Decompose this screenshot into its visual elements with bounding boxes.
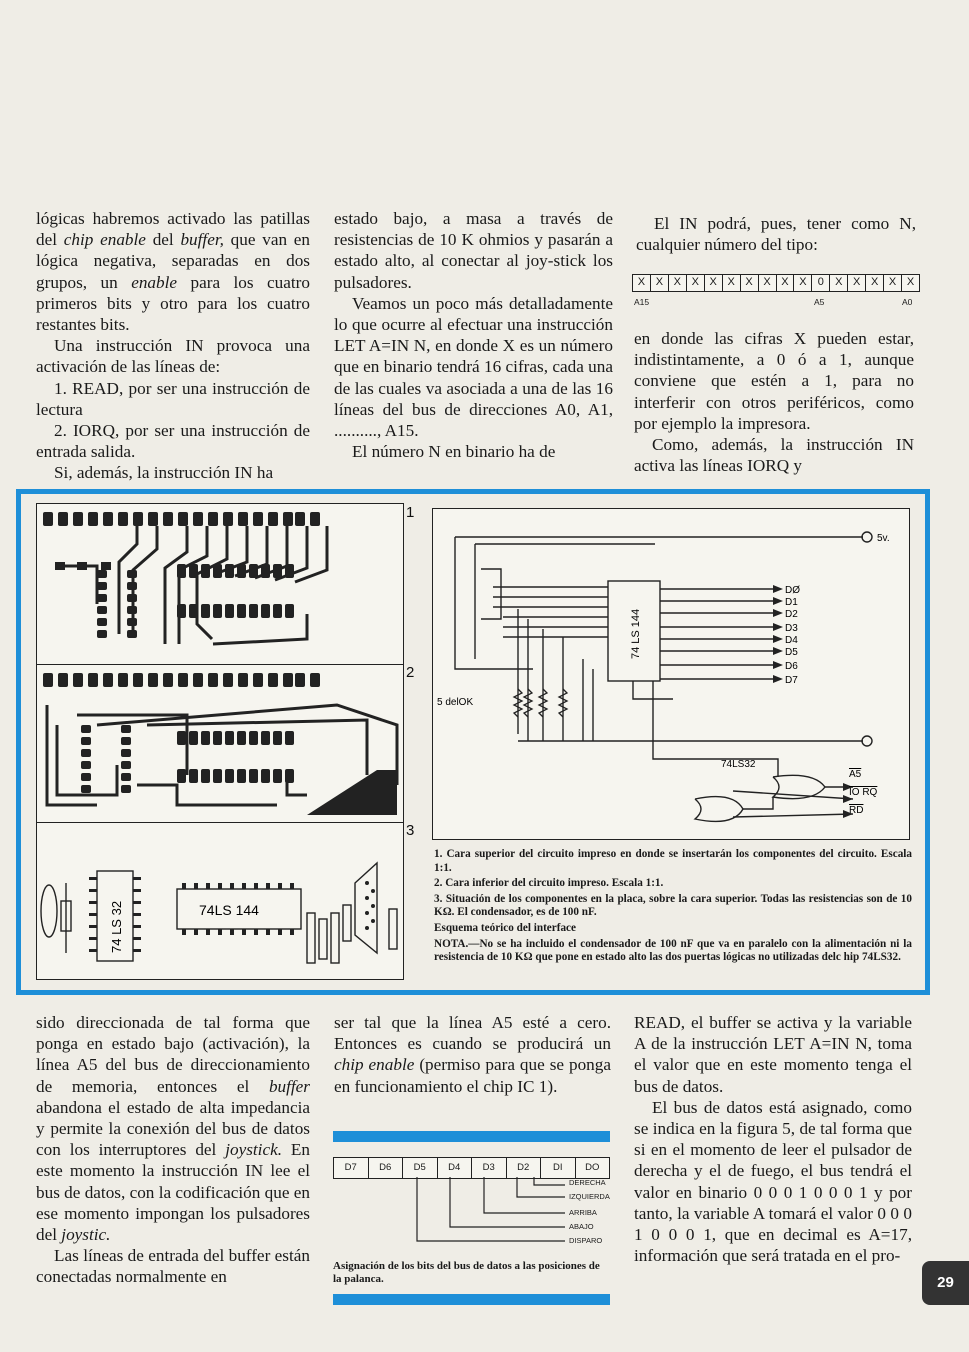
paragraph: estado bajo, a masa a través de resistencias de 10 K ohmios y pasarán a estado alto, al conectar al joy-stick los pulsadores. xyxy=(334,209,613,292)
address-bit-cell: X xyxy=(741,275,759,291)
caption-4: Esquema teórico del interface xyxy=(434,921,576,934)
paragraph: El bus de datos está asignado, como se indica en la figura 5, de tal forma que si en el momento de leer el pulsador de derecha y el de fuego, el bus tendrá el valor en binario 0 0 0 1 0 0 0 1 y por tanto, la variable A tomará el valor 0 0 0 1 0 0 0 1, que en decimal es A=17, información que será tratada en el pro- xyxy=(634,1097,912,1266)
data-bit-cell: D7 xyxy=(334,1158,369,1178)
address-label-a5: A5 xyxy=(814,297,825,307)
chip-label-74ls144: 74LS 144 xyxy=(199,902,259,918)
address-label-a0: A0 xyxy=(902,297,913,307)
address-bit-cell: X xyxy=(866,275,884,291)
paragraph: READ, el buffer se activa y la variable A de la instrucción LET A=IN N, toma el valor que en este momento tenga el bus de datos. xyxy=(634,1013,912,1096)
panel-number-3: 3 xyxy=(406,822,415,839)
address-bit-cell: X xyxy=(705,275,723,291)
paragraph: lógicas habremos activado las patillas del chip enable del buffer, que van en lógica negativa, separadas en dos grupos, un enable para los cuatro primeros bits y otro para los cuatro restantes bits. xyxy=(36,209,311,335)
label-arriba: ARRIBA xyxy=(569,1208,597,1217)
paragraph: El número N en binario ha de xyxy=(352,442,556,462)
panel-number-2: 2 xyxy=(406,664,415,681)
text-column-bottom-3 xyxy=(634,1012,912,1266)
data-bit-cell: D6 xyxy=(369,1158,404,1178)
caption-1: 1. Cara superior del circuito impreso en donde se insertarán los componentes del circuito. Escala 1:1. xyxy=(434,848,912,874)
schematic-diagram xyxy=(433,509,909,839)
data-bit-cell: D2 xyxy=(507,1158,542,1178)
figure-captions xyxy=(434,848,912,967)
address-bit-pattern xyxy=(632,274,920,292)
text-column-top-3a xyxy=(636,213,916,255)
address-bit-cell: X xyxy=(777,275,795,291)
data-bit-cell: DO xyxy=(585,1162,600,1173)
pcb-bottom-traces xyxy=(37,665,403,823)
paragraph: 2. IORQ, por ser una instrucción de entrada salida. xyxy=(36,421,310,462)
data-bit-cell: D5 xyxy=(403,1158,438,1178)
paragraph: en donde las cifras X pueden estar, indistintamente, a 0 ó a 1, aunque conviene que estén a 1, para no interferir con otros periféricos, como por ejemplo la impresora. xyxy=(634,329,914,433)
paragraph: El IN podrá, pues, tener como N, cualquier número del tipo: xyxy=(636,214,916,255)
signal-a5: A5 xyxy=(849,769,862,780)
gate-chip-label: 74LS32 xyxy=(721,759,756,770)
text-column-top-1 xyxy=(36,208,310,484)
page-number: 29 xyxy=(922,1261,969,1305)
paragraph: Una instrucción IN provoca una activación de las líneas de: xyxy=(36,336,310,377)
address-bit-cell: X xyxy=(651,275,669,291)
paragraph: sido direccionada de tal forma que ponga en estado bajo (activación), la línea A5 del bus de direccionamiento de memoria, entonces el buffer abandona el estado de alta impedancia y permite la conexión del bus de datos con los interruptores del joystick. En este momento la instrucción IN lee el bus de datos, con la codificación que en ese momento impongan los pulsadores del joystic. xyxy=(36,1013,310,1245)
supply-label: 5v. xyxy=(877,533,890,544)
pcb-top-traces xyxy=(37,504,403,664)
data-bit-cell: D3 xyxy=(472,1158,507,1178)
figure5-top-rule xyxy=(333,1131,610,1142)
caption-note: NOTA.—No se ha incluido el condensador de 100 nF que va en paralelo con la alimentación ni la resistencia de 10 KΩ que pone en estado alto las dos puertas lógicas no utilizadas delc hip 74LS32. xyxy=(434,937,912,964)
label-abajo: ABAJO xyxy=(569,1222,594,1231)
paragraph: Si, además, la instrucción IN ha xyxy=(54,463,274,483)
paragraph: Como, además, la instrucción IN activa las líneas IORQ y xyxy=(634,435,914,476)
resistor-label: 5 delOK xyxy=(437,697,474,708)
address-bit-cell: X xyxy=(723,275,741,291)
label-disparo: DISPARO xyxy=(569,1236,603,1245)
data-bit-row xyxy=(333,1157,610,1179)
label-izquierda: IZQUIERDA xyxy=(569,1192,610,1201)
text-column-top-3b xyxy=(634,328,914,476)
component-placement-panel xyxy=(36,822,404,980)
figure5-bottom-rule xyxy=(333,1294,610,1305)
pcb-top-panel xyxy=(36,503,404,665)
data-output-label: D3 xyxy=(785,623,798,634)
address-bit-cell: X xyxy=(906,276,915,288)
data-output-label: DØ xyxy=(785,585,800,596)
paragraph: Veamos un poco más detalladamente lo que ocurre al efectuar una instrucción LET A=IN N, en donde X es un número que en binario tendrá 16 cifras, cada una de las cuales va asociada a una de las 16 líneas del bus de direcciones A0, A1, .........., A15. xyxy=(334,293,613,441)
data-output-label: D7 xyxy=(785,675,798,686)
address-bit-cell: X xyxy=(848,275,866,291)
data-output-label: D1 xyxy=(785,597,798,608)
data-output-label: D4 xyxy=(785,635,798,646)
chip-label-74ls32: 74 LS 32 xyxy=(109,900,124,953)
caption-3: 3. Situación de los componentes en la placa, sobre la cara superior. Todas las resistencias son de 10 KΩ. El condensador, es de 100 nF. xyxy=(434,892,912,919)
text-column-bottom-1 xyxy=(36,1012,310,1288)
address-bit-cell: X xyxy=(794,275,812,291)
schematic-panel xyxy=(432,508,910,840)
address-bit-cell: 0 xyxy=(812,275,830,291)
paragraph: 1. READ, por ser una instrucción de lectura xyxy=(36,378,310,419)
schematic-chip-label: 74 LS 144 xyxy=(630,608,642,659)
figure5-caption: Asignación de los bits del bus de datos a las posiciones de la palanca. xyxy=(333,1260,600,1285)
text-column-bottom-2 xyxy=(334,1012,611,1097)
address-bit-cell: X xyxy=(884,275,902,291)
address-bit-cell: X xyxy=(759,275,777,291)
data-output-label: D6 xyxy=(785,661,798,672)
panel-number-1: 1 xyxy=(406,504,415,521)
data-bit-cell: D4 xyxy=(438,1158,473,1178)
address-bit-cell: X xyxy=(687,275,705,291)
text-column-top-2 xyxy=(334,208,613,462)
caption-2: 2. Cara inferior del circuito impreso. Escala 1:1. xyxy=(434,877,664,890)
signal-iorq: IO RQ xyxy=(849,787,878,798)
data-output-label: D2 xyxy=(785,609,798,620)
signal-rd: RD xyxy=(849,805,864,816)
component-layout xyxy=(37,823,403,979)
data-output-label: D5 xyxy=(785,647,798,658)
address-bit-cell: X xyxy=(633,275,651,291)
address-bit-cell: X xyxy=(830,275,848,291)
address-bit-cell: X xyxy=(669,275,687,291)
data-bit-lines xyxy=(333,1177,573,1252)
address-label-a15: A15 xyxy=(634,297,650,307)
data-bit-cell: DI xyxy=(541,1158,576,1178)
paragraph: ser tal que la línea A5 esté a cero. Entonces es cuando se producirá un chip enable (permiso para que se ponga en funcionamiento el chip IC 1). xyxy=(334,1013,612,1096)
label-derecha: DERECHA xyxy=(569,1178,606,1187)
pcb-bottom-panel xyxy=(36,664,404,824)
paragraph: Las líneas de entrada del buffer están conectadas normalmente en xyxy=(36,1246,310,1287)
